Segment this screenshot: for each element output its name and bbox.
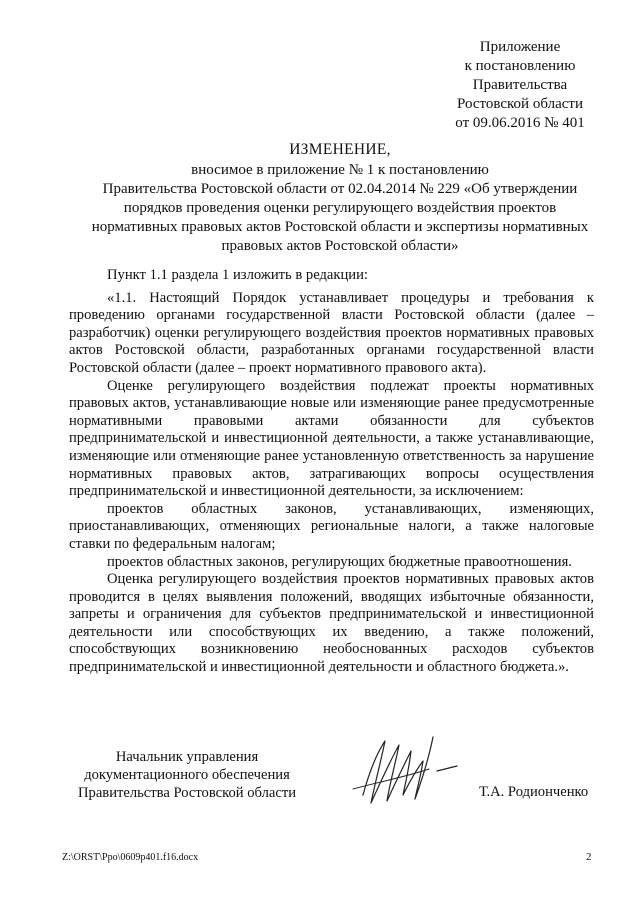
handwritten-signature xyxy=(345,733,460,813)
appendix-line: Ростовской области xyxy=(457,96,583,112)
signatory-name: Т.А. Родионченко xyxy=(479,784,589,800)
position-line: Начальник управления xyxy=(115,749,259,765)
position-line: документационного обеспечения xyxy=(84,767,290,783)
appendix-line: от 09.06.2016 № 401 xyxy=(455,115,585,131)
file-path: Z:\ORST\Ppo\0609p401.f16.docx xyxy=(62,852,199,863)
position-line: Правительства Ростовской области xyxy=(77,785,297,801)
paragraph: проектов областных законов, регулирующих бюджетные правоотношения. xyxy=(107,553,572,570)
title-line: правовых актов Ростовской области» xyxy=(221,238,459,254)
title-line: порядков проведения оценки регулирующего воздействия проектов xyxy=(123,200,557,216)
page-number: 2 xyxy=(586,851,592,863)
title-line: Правительства Ростовской области от 02.04.2014 № 229 «Об утверждении xyxy=(102,181,578,197)
paragraph: Оценке регулирующего воздействия подлежат проекты нормативных правовых актов, устанавливающие новые или изменяющие ранее предусмотренные нормативными правовыми актами обязанности для субъектов предпринимательской и инвестиционной деятельности, а также устанавливающие, изменяющие или отменяющие ранее установленную ответственность за нарушение нормативных правовых актов, затрагивающих вопросы осуществления предпринимательской и инвестиционной деятельности, за исключением: xyxy=(69,377,594,500)
appendix-line: Приложение xyxy=(479,39,561,55)
signatory-position xyxy=(72,748,302,802)
appendix-line: к постановлению xyxy=(464,58,576,74)
document-body xyxy=(69,267,594,677)
title-line: нормативных правовых актов Ростовской области и экспертизы нормативных xyxy=(91,219,589,235)
document-title xyxy=(70,140,610,256)
paragraph: «1.1. Настоящий Порядок устанавливает процедуры и требования к проведению органами государственной власти Ростовской области (далее – разработчик) оценки регулирующего воздействия проектов нормативных правовых актов Ростовской области, разработанных органами государственной власти Ростовской области (далее – проект нормативного правового акта). xyxy=(69,289,594,376)
appendix-line: Правительства xyxy=(472,77,568,93)
title-line: вносимое в приложение № 1 к постановлению xyxy=(191,162,489,178)
paragraph-intro: Пункт 1.1 раздела 1 изложить в редакции: xyxy=(107,267,368,283)
appendix-block xyxy=(420,38,620,133)
paragraph: Оценка регулирующего воздействия проектов нормативных правовых актов проводится в целях выявления положений, вводящих избыточные обязанности, запреты и ограничения для субъектов предпринимательской и инвестиционной деятельности или способствующих их введению, а также положений, способствующих возникновению необоснованных расходов субъектов предпринимательской и инвестиционной деятельности и областного бюджета.». xyxy=(69,571,594,676)
title-heading: ИЗМЕНЕНИЕ, xyxy=(289,141,391,158)
paragraph: проектов областных законов, устанавливающих, изменяющих, приостанавливающих, отменяющих региональные налоги, а также налоговые ставки по федеральным налогам; xyxy=(69,500,594,552)
